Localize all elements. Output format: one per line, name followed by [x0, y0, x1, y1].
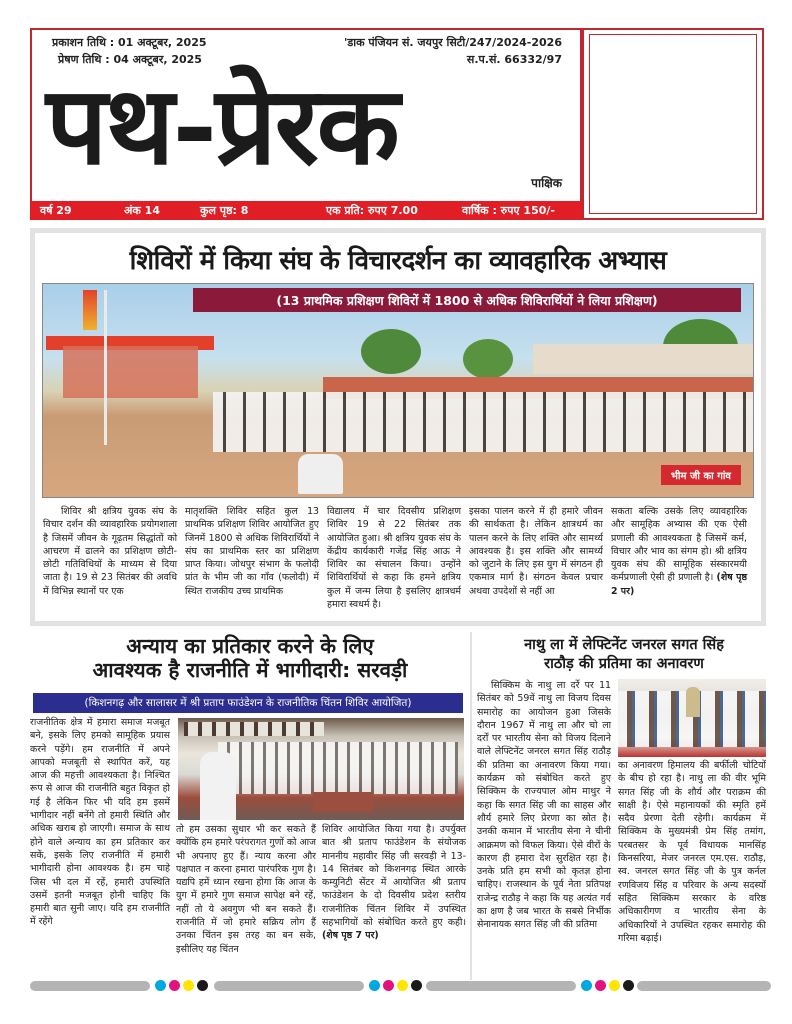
lead-column-3: विद्यालय में चार दिवसीय प्रशिक्षण शिविर 19 से 22 सितंबर तक आयोजित हुआ। श्री क्षत्रिय युवक संघ के केंद्रीय कार्यकारी गजेंद्र सिंह आऊ ने शिविर का संचालन किया। उन्होंने शिविरार्थियों से कहा कि हमने क्षत्रिय कुल में जन्म लिया है इसलिए क्षात्रधर्म हमारा स्वधर्म है।	[327, 506, 461, 611]
page-count: कुल पृष्ठ: 8	[200, 204, 249, 217]
single-copy-price: एक प्रति: रुपए 7.00	[326, 204, 418, 217]
registration-dot-yellow	[397, 980, 408, 991]
nathula-headline	[474, 636, 774, 674]
lead-photo-kicker: (13 प्राथमिक प्रशिक्षण शिविरों में 1800 से अधिक शिविरार्थियों ने लिया प्रशिक्षण)	[193, 288, 741, 312]
lead-column-1: शिविर श्री क्षत्रिय युवक संघ के विचार दर्शन की व्यावहारिक प्रयोगशाला है जिसमें जीवन के गूढ़तम सिद्धांतों को आचरण में ढालने का प्रशिक्षण छोटी-छोटी गतिविधियों के माध्यम से दिया जाता है। 19 से 23 सितंबर की अवधि में विभिन्न स्थानों पर एक	[43, 506, 177, 597]
politics-headline-line1: अन्याय का प्रतिकार करने के लिए	[126, 634, 374, 658]
registration-dot-magenta	[383, 980, 394, 991]
nathula-column-1: सिक्किम के नाथु ला दर्रे पर 11 सितंबर को 59वें नाथु ला विजय दिवस समारोह का आयोजन हुआ जिसके दौरान 1967 में नाथु ला और चो ला दर्रों पर भारतीय सेना को विजय दिलाने वाले लेफ्टिनेंट जनरल सगत सिंह राठौड़ की प्रतिमा का अनावरण किया गया। कार्यक्रम को संबोधित करते हुए सिक्किम के राज्यपाल ओम माथुर ने कहा कि सगत सिंह जी का साहस और शौर्य हमारे लिए प्रेरणा का स्रोत है। उनकी कमान में भारतीय सेना ने चीनी आक्रमण को विफल किया। ऐसे वीरों के कारण ही हमारा देश सुरक्षित रहा है। उनके प्रति हम सभी को कृतज्ञ होना चाहिए। राजस्थान के पूर्व नेता प्रतिपक्ष राजेन्द्र राठौड़ ने कहा कि यह अत्यंत गर्व का क्षण है जब भारत के सबसे निर्भीक सेनानायक सगत सिंह जी की प्रतिमा	[477, 680, 611, 931]
address-stamp-inner	[589, 34, 757, 214]
photo-building	[533, 344, 753, 374]
lead-column-4: इसका पालन करने में ही हमारे जीवन की सार्थकता है। लेकिन क्षात्रधर्म का पालन करने के लिए शक्ति और सामर्थ्य आवश्यक है। इस शक्ति और सामर्थ्य को जुटाने के लिए इस युग में संगठन ही एकमात्र मार्ग है। संगठन केवल प्रचार अथवा उपदेशों से नहीं आ	[469, 506, 603, 597]
registration-dot-yellow	[609, 980, 620, 991]
politics-column-3-text: शिविर आयोजित किया गया है। उपर्युक्त बात श्री प्रताप फाउंडेशन के संयोजक माननीय महावीर सिंह जी सरवड़ी ने 13-14 सितंबर को किशनगढ़ स्थित आरके कम्युनिटी सेंटर में आयोजित श्री प्रताप फाउंडेशन के दो दिवसीय प्रदेश स्तरीय राजनीतिक चिंतन शिविर में उपस्थित सहभागियों को संबोधित करते हुए कही।	[322, 824, 466, 929]
column-divider	[470, 632, 472, 980]
registration-dot-yellow	[183, 980, 194, 991]
registration-dot-magenta	[595, 980, 606, 991]
photo-flag-pole	[104, 290, 107, 445]
lead-headline: शिविरों में किया संघ के विचारदर्शन का व्यावहारिक अभ्यास	[129, 246, 667, 276]
registration-dot-black	[411, 980, 422, 991]
issue-number: अंक 14	[124, 204, 160, 217]
registration-number: स.प.सं. 66332/97	[466, 53, 562, 66]
photo-table	[313, 792, 373, 812]
periodicity-label: पाक्षिक	[531, 176, 562, 190]
photo-tree	[361, 329, 421, 374]
photo-instructor	[298, 454, 343, 494]
registration-dot-black	[197, 980, 208, 991]
photo-flag	[83, 290, 97, 330]
nathula-column-2: का अनावरण हिमालय की बर्फीली चोटियों के बीच हो रहा है। नाथु ला की वीर भूमि सगत सिंह जी के शौर्य और पराक्रम की साक्षी है। ऐसे महानायकों की स्मृति हमें सदैव प्रेरणा देती रहेगी। कार्यक्रम में सिक्किम के मुख्यमंत्री प्रेम सिंह तमांग, परबतसर के पूर्व विधायक मानसिंह किनसरिया, मेजर जनरल एम.एस. राठौड़, स्व. जनरल सगत सिंह जी के पुत्र कर्नल रणविजय सिंह व परिवार के अन्य सदस्यों सहित सिक्किम सरकार के वरिष्ठ अधिकारीगण व भारतीय सेना के अधिकारियों ने उपस्थित रहकर समारोह की गरिमा बढ़ाई।	[618, 760, 766, 944]
newspaper-logo: पथ-प्रेरक	[46, 63, 398, 189]
photo-tent-wall	[63, 346, 198, 398]
photo-tree	[463, 339, 513, 379]
lead-photo-caption: भीम जी का गांव	[661, 465, 741, 485]
registration-dot-magenta	[169, 980, 180, 991]
politics-column-1: राजनीतिक क्षेत्र में हमारा समाज मजबूत बने, इसके लिए हमको सामूहिक प्रयास करने पड़ेंगे। हम राजनीति में अपने आपको मजबूती से स्थापित करें, यह आज की महत्ती आवश्यकता है। निश्चित रूप से आज की राजनीति बहुत विकृत हो गई है लेकिन फिर भी यदि हम इसमें भागीदार नहीं बनेंगे तो हमारी स्थिति और अधिक खराब हो जाएगी। समाज के साथ होने वाले अन्याय का हम प्रतिकार कर सकें, इसके लिए राजनीति में हमारी भागीदारी होना आवश्यक है। हम चाहे जिस भी दल में रहें, हमारी उपस्थिति उसमें इतनी मजबूत होनी चाहिए कि हमारी बात सुनी जाए। यदि हम राजनीति में रहेंगे	[30, 717, 170, 928]
issue-info-bar	[30, 201, 582, 220]
masthead	[30, 28, 582, 220]
lead-photo-training-camp	[42, 283, 754, 498]
photo-participants	[213, 392, 754, 452]
photo-speaker	[200, 752, 236, 820]
registration-bar	[30, 981, 150, 991]
politics-headline	[30, 634, 470, 682]
nathula-headline-line1: नाथु ला में लेफ्टिनेंट जनरल सगत सिंह	[524, 637, 724, 653]
lead-story	[30, 228, 766, 626]
politics-kicker: (किशनगढ़ और सालासर में श्री प्रताप फाउंडेशन के राजनीतिक चिंतन शिविर आयोजित)	[33, 693, 463, 713]
registration-bar	[637, 981, 771, 991]
annual-price: वार्षिक : रुपए 150/-	[462, 204, 555, 217]
lead-story-body	[43, 505, 755, 611]
photo-statue	[686, 687, 700, 717]
lead-column-5	[611, 505, 747, 611]
lead-column-2: मातृशक्ति शिविर सहित कुल 13 प्राथमिक प्रशिक्षण शिविर आयोजित हुए जिनमें 1800 से अधिक शिविरार्थियों ने संघ का प्राथमिक स्तर का प्रशिक्षण प्राप्त किया। जोधपुर संभाग के फलोदी प्रांत के भीम जी का गाँव (फलोदी) में स्थित राजकीय उच्च प्राथमिक	[185, 506, 319, 597]
politics-headline-line2: आवश्यक है राजनीति में भागीदारी: सरवड़ी	[92, 658, 408, 682]
photo-audience	[218, 742, 458, 794]
photo-windows	[184, 722, 324, 736]
publication-date: प्रकाशन तिथि : 01 अक्टूबर, 2025	[52, 36, 207, 49]
politics-column-3	[322, 823, 466, 943]
lead-continued-link[interactable]: (शेष पृष्ठ 2 पर)	[611, 572, 747, 597]
registration-bar	[426, 981, 576, 991]
lead-column-5-text: सकता बल्कि उसके लिए व्यावहारिक और सामूहिक अभ्यास की एक ऐसी प्रणाली की आवश्यकता है जिसमें कर्म, विचार और भाव का संगम हो। श्री क्षत्रिय युवक संघ की सामूहिक संस्कारमयी कर्मप्रणाली ऐसी ही प्रणाली है।	[611, 506, 747, 584]
volume-year: वर्ष 29	[40, 204, 72, 217]
politics-column-2: तो हम उसका सुधार भी कर सकते हैं क्योंकि हम हमारे परंपरागत गुणों को आज भी अपनाए हुए हैं। न्याय करना और पक्षपात न करना हमारा पारंपरिक गुण है। यद्यपि हमें ध्यान रखना होगा कि आज के युग में हमारे गुण समाज सापेक्ष बने रहें, नहीं तो ये अवगुण भी बन सकते हैं। राजनीति में जो हमारे सक्रिय लोग हैं उनका चिंतन इस तरह का बन सके, इसीलिए यह चिंतन	[176, 824, 316, 955]
address-stamp-box	[582, 28, 764, 220]
registration-dot-black	[623, 980, 634, 991]
registration-dot-cyan	[581, 980, 592, 991]
registration-bar	[214, 981, 364, 991]
nathula-photo-statue-unveiling	[618, 679, 766, 757]
politics-photo-seminar	[178, 718, 464, 820]
registration-dot-cyan	[155, 980, 166, 991]
registration-dot-cyan	[369, 980, 380, 991]
postal-registration: 'डाक पंजियन सं. जयपुर सिटी/247/2024-2026	[344, 36, 562, 49]
dispatch-date: प्रेषण तिथि : 04 अक्टूबर, 2025	[58, 53, 202, 66]
politics-continued-link[interactable]: (शेष पृष्ठ 7 पर)	[322, 930, 379, 942]
nathula-headline-line2: राठौड़ की प्रतिमा का अनावरण	[544, 656, 704, 672]
printer-registration-strip	[20, 980, 772, 992]
